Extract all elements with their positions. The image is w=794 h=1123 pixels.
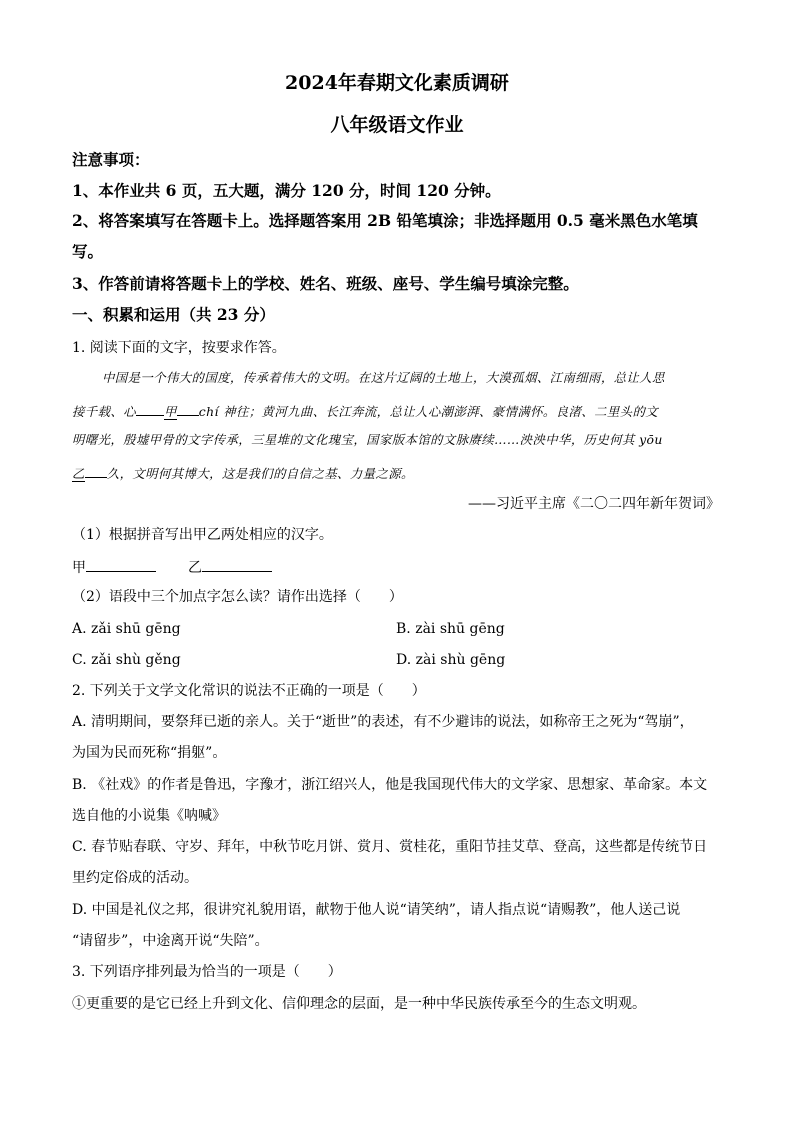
q2-option-c-line-1: C. 春节贴春联、守岁、拜年，中秋节吃月饼、赏月、赏桂花，重阳节挂艾草、登高，这些都是传统节日 (72, 839, 708, 855)
blank-label-b: 乙 (188, 560, 202, 576)
blank-mark-b: 乙 (72, 466, 85, 481)
passage-line-2 (72, 403, 658, 418)
option-c: C. zǎi shù gěng (72, 652, 181, 668)
q2-option-b-line-2: 选自他的小说集《呐喊》 (72, 808, 226, 824)
passage-line-4 (72, 465, 414, 480)
question-1-sub-2: （2）语段中三个加点字怎么读？请作出选择（ ） (72, 589, 403, 605)
blank-underline (136, 403, 164, 416)
option-d: D. zài shù gēng (396, 652, 506, 668)
blank-underline (177, 403, 199, 416)
notes-item-3: 3、作答前请将答题卡上的学校、姓名、班级、座号、学生编号填涂完整。 (72, 274, 579, 293)
q2-option-d-line-1: D. 中国是礼仪之邦，很讲究礼貌用语，献物于他人说“请笑纳”，请人指点说“请赐教”，他人送己说 (72, 902, 681, 918)
question-3-stem: 3. 下列语序排列最为恰当的一项是（ ） (72, 964, 342, 980)
question-1-stem: 1. 阅读下面的文字，按要求作答。 (72, 340, 286, 356)
document-subtitle: 八年级语文作业 (330, 114, 464, 136)
notes-item-2: 2、将答案填写在答题卡上。选择题答案用 2B 铅笔填涂；非选择题用 0.5 毫米黑色水笔填 (72, 211, 698, 230)
blank-label-a: 甲 (72, 560, 86, 576)
notes-item-2-cont: 写。 (72, 242, 104, 261)
option-b: B. zài shū gēng (396, 621, 505, 637)
answer-blank-a (86, 559, 156, 572)
q2-option-c-line-2: 里约定俗成的活动。 (72, 870, 198, 886)
q3-item-1: ①更重要的是它已经上升到文化、信仰理念的层面，是一种中华民族传承至今的生态文明观。 (72, 996, 646, 1012)
question-1-sub-1: （1）根据拼音写出甲乙两处相应的汉字。 (72, 527, 333, 543)
question-2-stem: 2. 下列关于文学文化常识的说法不正确的一项是（ ） (72, 683, 426, 699)
passage-text: chí 神往；黄河九曲、长江奔流，总让人心潮澎湃、豪情满怀。良渚、二里头的文 (198, 404, 659, 419)
q2-option-b-line-1: B. 《社戏》的作者是鲁迅，字豫才，浙江绍兴人，他是我国现代伟大的文学家、思想家、革命家。本文 (72, 777, 708, 793)
answer-blank-b (202, 559, 272, 572)
passage-text: 接千载、心 (72, 404, 136, 419)
notes-heading: 注意事项： (72, 150, 150, 169)
option-a: A. zǎi shū gēng (72, 621, 181, 637)
answer-blank-row (72, 559, 272, 575)
blank-mark-a: 甲 (163, 404, 177, 419)
passage-line-1: 中国是一个伟大的国度，传承着伟大的文明。在这片辽阔的土地上，大漠孤烟、江南细雨，总让人思 (102, 370, 665, 385)
q2-option-a-line-1: A. 清明期间，要祭拜已逝的亲人。关于“逝世”的表述，有不少避讳的说法，如称帝王之死为“驾崩”， (72, 714, 694, 730)
q2-option-a-line-2: 为国为民而死称“捐躯”。 (72, 745, 227, 761)
passage-text: 久，文明何其博大，这是我们的自信之基、力量之源。 (106, 466, 414, 481)
passage-line-3: 明曙光，殷墟甲骨的文字传承，三星堆的文化瑰宝，国家版本馆的文脉赓续……泱泱中华，历史何其 yōu (72, 432, 663, 447)
q2-option-d-line-2: “请留步”，中途离开说“失陪”。 (72, 933, 269, 949)
document-title: 2024年春期文化素质调研 (285, 72, 509, 94)
section-heading: 一、积累和运用（共 23 分） (72, 305, 275, 324)
passage-source: ——习近平主席《二〇二四年新年贺词》 (468, 496, 720, 512)
notes-item-1: 1、本作业共 6 页，五大题，满分 120 分，时间 120 分钟。 (72, 181, 501, 200)
blank-underline (85, 465, 107, 478)
